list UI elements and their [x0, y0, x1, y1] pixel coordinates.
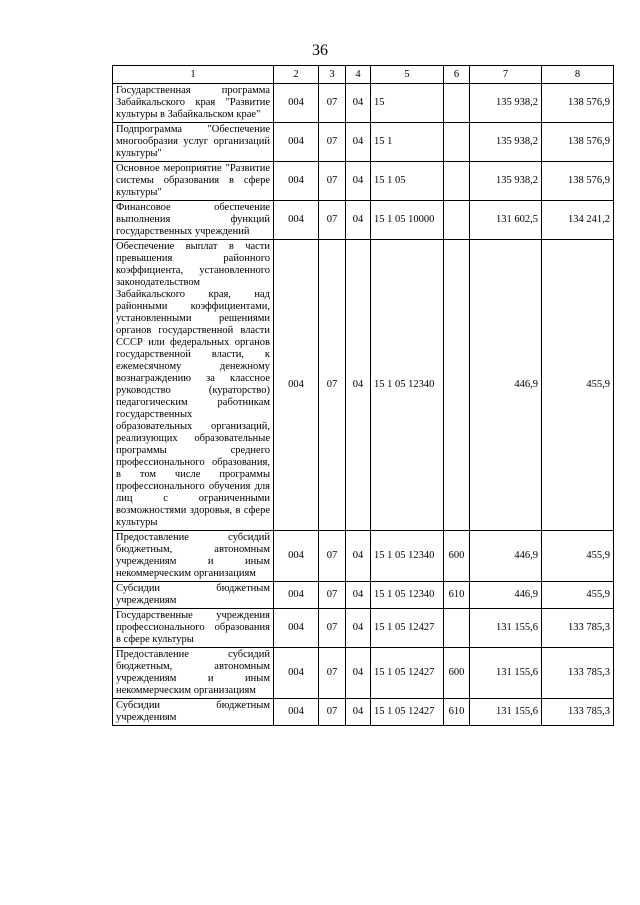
target-item-cell: 15 1 05 12427: [371, 699, 444, 726]
page-number: 36: [312, 42, 328, 59]
table-row: [113, 240, 614, 531]
ministry-code-cell: 004: [274, 201, 319, 240]
row-name-cell: Предоставление субсидий бюджетным, автономным учреждениям и иным некоммерческим организациям: [113, 531, 274, 582]
table-row: [113, 699, 614, 726]
table-body: [113, 84, 614, 726]
amount-col7-cell: 131 602,5: [470, 201, 542, 240]
amount-col8-cell: 455,9: [542, 531, 614, 582]
amount-col8-cell: 455,9: [542, 582, 614, 609]
target-item-cell: 15 1 05 12427: [371, 648, 444, 699]
table-row: [113, 84, 614, 123]
amount-col8-cell: 138 576,9: [542, 84, 614, 123]
row-name-cell: Государственная программа Забайкальского края "Развитие культуры в Забайкальском крае": [113, 84, 274, 123]
target-item-cell: 15: [371, 84, 444, 123]
section-code-cell: 07: [319, 162, 346, 201]
amount-col8-cell: 138 576,9: [542, 123, 614, 162]
row-name-cell: Основное мероприятие "Развитие системы образования в сфере культуры": [113, 162, 274, 201]
amount-col8-cell: 455,9: [542, 240, 614, 531]
section-code-cell: 07: [319, 84, 346, 123]
ministry-code-cell: 004: [274, 699, 319, 726]
section-code-cell: 07: [319, 582, 346, 609]
section-code-cell: 07: [319, 531, 346, 582]
table-row: [113, 162, 614, 201]
subsection-code-cell: 04: [346, 699, 371, 726]
subsection-code-cell: 04: [346, 531, 371, 582]
section-code-cell: 07: [319, 699, 346, 726]
amount-col7-cell: 131 155,6: [470, 609, 542, 648]
ministry-code-cell: 004: [274, 609, 319, 648]
section-code-cell: 07: [319, 123, 346, 162]
amount-col7-cell: 446,9: [470, 240, 542, 531]
ministry-code-cell: 004: [274, 582, 319, 609]
amount-col7-cell: 135 938,2: [470, 123, 542, 162]
target-item-cell: 15 1: [371, 123, 444, 162]
section-code-cell: 07: [319, 609, 346, 648]
expense-type-cell: [444, 162, 470, 201]
target-item-cell: 15 1 05 12340: [371, 582, 444, 609]
expense-type-cell: [444, 123, 470, 162]
table-row: [113, 123, 614, 162]
header-cell: 3: [319, 66, 346, 84]
amount-col8-cell: 138 576,9: [542, 162, 614, 201]
amount-col7-cell: 446,9: [470, 582, 542, 609]
amount-col7-cell: 131 155,6: [470, 648, 542, 699]
header-cell: 1: [113, 66, 274, 84]
target-item-cell: 15 1 05 10000: [371, 201, 444, 240]
expense-type-cell: 610: [444, 582, 470, 609]
ministry-code-cell: 004: [274, 531, 319, 582]
ministry-code-cell: 004: [274, 240, 319, 531]
amount-col8-cell: 133 785,3: [542, 648, 614, 699]
expense-type-cell: 600: [444, 648, 470, 699]
table-row: [113, 582, 614, 609]
table-row: [113, 648, 614, 699]
table-row: [113, 609, 614, 648]
target-item-cell: 15 1 05 12340: [371, 531, 444, 582]
amount-col7-cell: 135 938,2: [470, 162, 542, 201]
expense-type-cell: [444, 84, 470, 123]
subsection-code-cell: 04: [346, 84, 371, 123]
header-cell: 5: [371, 66, 444, 84]
section-code-cell: 07: [319, 201, 346, 240]
ministry-code-cell: 004: [274, 162, 319, 201]
section-code-cell: 07: [319, 648, 346, 699]
header-cell: 4: [346, 66, 371, 84]
expense-type-cell: 610: [444, 699, 470, 726]
row-name-cell: Предоставление субсидий бюджетным, автономным учреждениям и иным некоммерческим организациям: [113, 648, 274, 699]
subsection-code-cell: 04: [346, 123, 371, 162]
subsection-code-cell: 04: [346, 582, 371, 609]
ministry-code-cell: 004: [274, 648, 319, 699]
amount-col8-cell: 133 785,3: [542, 699, 614, 726]
row-name-cell: Субсидии бюджетным учреждениям: [113, 699, 274, 726]
table-row: [113, 201, 614, 240]
row-name-cell: Государственные учреждения профессионального образования в сфере культуры: [113, 609, 274, 648]
header-cell: 6: [444, 66, 470, 84]
expense-type-cell: [444, 240, 470, 531]
target-item-cell: 15 1 05 12340: [371, 240, 444, 531]
table-header: [113, 66, 614, 84]
budget-table: [112, 65, 614, 726]
amount-col7-cell: 446,9: [470, 531, 542, 582]
section-code-cell: 07: [319, 240, 346, 531]
subsection-code-cell: 04: [346, 162, 371, 201]
header-cell: 2: [274, 66, 319, 84]
expense-type-cell: [444, 201, 470, 240]
table-row: [113, 531, 614, 582]
expense-type-cell: [444, 609, 470, 648]
subsection-code-cell: 04: [346, 201, 371, 240]
target-item-cell: 15 1 05: [371, 162, 444, 201]
header-cell: 8: [542, 66, 614, 84]
amount-col8-cell: 134 241,2: [542, 201, 614, 240]
target-item-cell: 15 1 05 12427: [371, 609, 444, 648]
amount-col7-cell: 131 155,6: [470, 699, 542, 726]
row-name-cell: Субсидии бюджетным учреждениям: [113, 582, 274, 609]
subsection-code-cell: 04: [346, 240, 371, 531]
row-name-cell: Обеспечение выплат в части превышения районного коэффициента, установленного законодательством Забайкальского края, над районными коэффициентами, установленными решениями органов государственной власти СССР или федеральных органов государственной власти, к ежемесячному денежному вознаграждению за классное руководство (кураторство) педагогическим работникам государственных образовательных организаций, реализующих образовательные программы среднего профессионального образования, в том числе программы профессионального обучения для лиц с ограниченными возможностями здоровья, в сфере культуры: [113, 240, 274, 531]
row-name-cell: Подпрограмма "Обеспечение многообразия услуг организаций культуры": [113, 123, 274, 162]
amount-col8-cell: 133 785,3: [542, 609, 614, 648]
header-cell: 7: [470, 66, 542, 84]
header-row: [113, 66, 614, 84]
subsection-code-cell: 04: [346, 648, 371, 699]
ministry-code-cell: 004: [274, 123, 319, 162]
row-name-cell: Финансовое обеспечение выполнения функций государственных учреждений: [113, 201, 274, 240]
ministry-code-cell: 004: [274, 84, 319, 123]
expense-type-cell: 600: [444, 531, 470, 582]
subsection-code-cell: 04: [346, 609, 371, 648]
amount-col7-cell: 135 938,2: [470, 84, 542, 123]
